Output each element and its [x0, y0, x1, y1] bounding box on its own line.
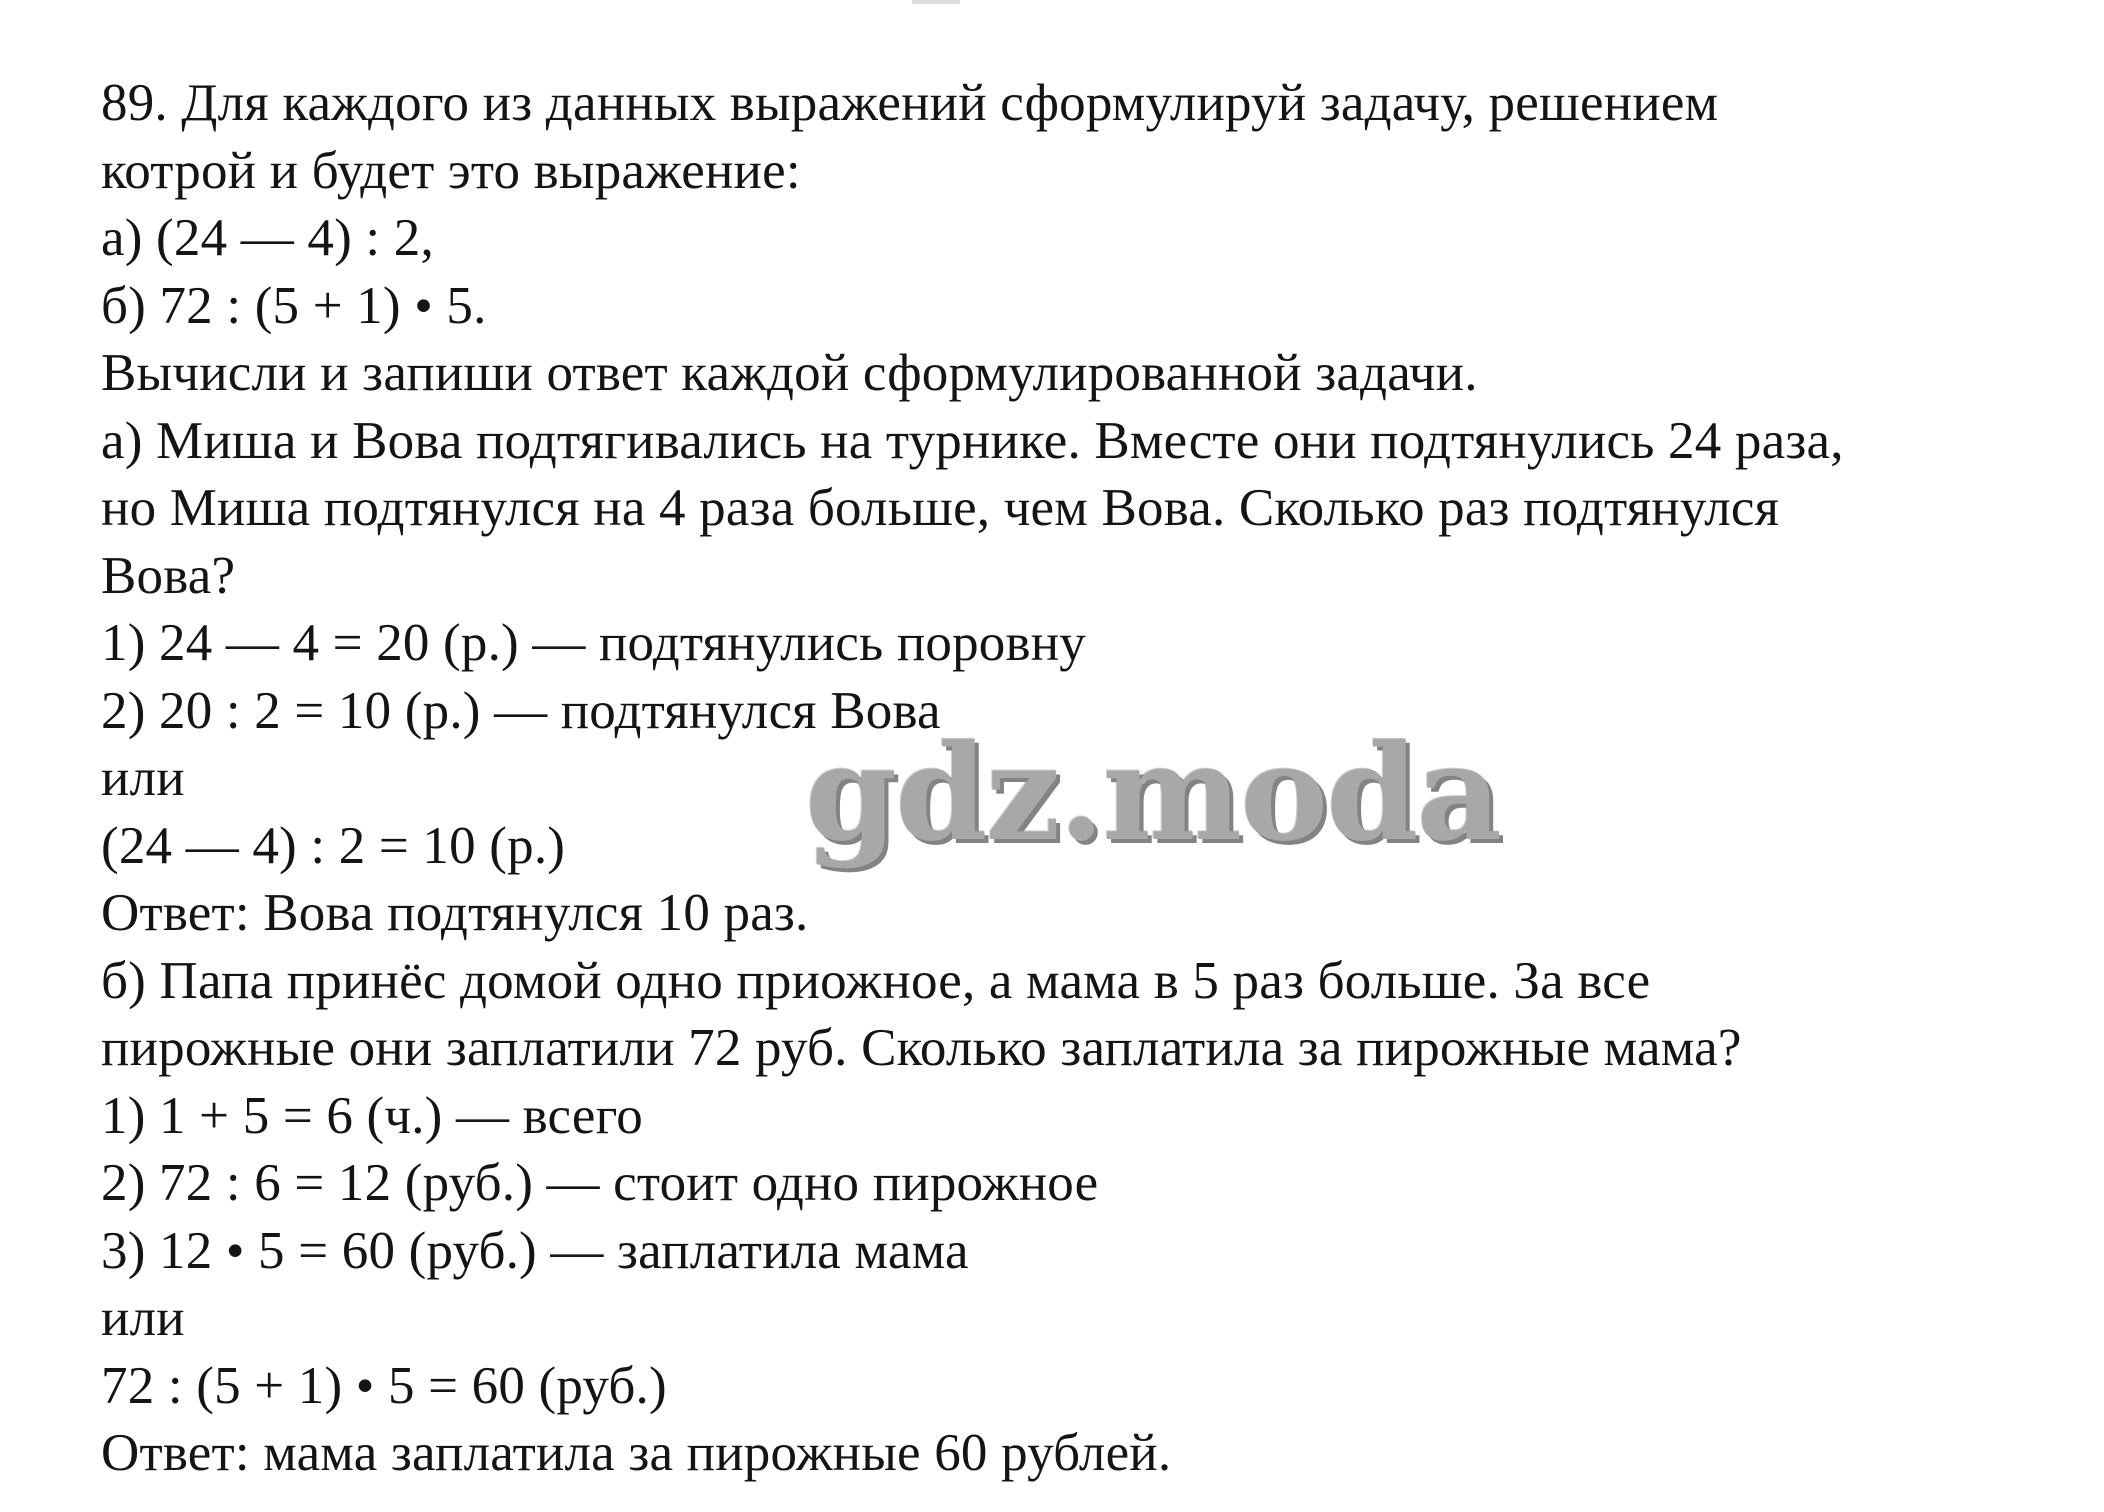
solution-a-step-1: 1) 24 — 4 = 20 (р.) — подтянулись поровну: [101, 614, 1086, 672]
answer-a: Ответ: Вова подтянулся 10 раз.: [101, 884, 809, 942]
problem-b-line-2: пирожные они заплатили 72 руб. Сколько заплатила за пирожные мама?: [101, 1019, 1742, 1077]
solution-b-step-1: 1) 1 + 5 = 6 (ч.) — всего: [101, 1086, 643, 1145]
expression-b: б) 72 : (5 + 1) • 5.: [101, 276, 487, 335]
solution-b-expression: 72 : (5 + 1) • 5 = 60 (руб.): [101, 1356, 667, 1415]
solution-a-expression: (24 — 4) : 2 = 10 (р.): [101, 816, 566, 875]
expression-a: а) (24 — 4) : 2,: [101, 209, 434, 267]
solution-b-or: или: [101, 1289, 185, 1347]
answer-b: Ответ: мама заплатила за пирожные 60 рублей.: [101, 1424, 1172, 1482]
watermark-logo: gdz.moda: [805, 716, 1501, 871]
task-instruction: Вычисли и запиши ответ каждой сформулированной задачи.: [101, 344, 1478, 402]
problem-a-line-3: Вова?: [101, 546, 236, 605]
task-header-line-1: 89. Для каждого из данных выражений сформулируй задачу, решением: [101, 74, 1719, 132]
solution-a-step-2: 2) 20 : 2 = 10 (р.) — подтянулся Вова: [101, 681, 941, 740]
problem-a-line-2: но Миша подтянулся на 4 раза больше, чем Вова. Сколько раз подтянулся: [101, 479, 1780, 537]
problem-a-line-1: а) Миша и Вова подтягивались на турнике. Вместе они подтянулись 24 раза,: [101, 411, 1844, 470]
task-header-line-2: котрой и будет это выражение:: [101, 141, 801, 200]
solution-b-step-2: 2) 72 : 6 = 12 (руб.) — стоит одно пирожное: [101, 1154, 1099, 1212]
problem-b-line-1: б) Папа принёс домой одно приожное, а мама в 5 раз больше. За все: [101, 951, 1651, 1010]
scan-artifact: [912, 0, 960, 4]
solution-a-or: или: [101, 749, 185, 807]
solution-b-step-3: 3) 12 • 5 = 60 (руб.) — заплатила мама: [101, 1221, 969, 1280]
